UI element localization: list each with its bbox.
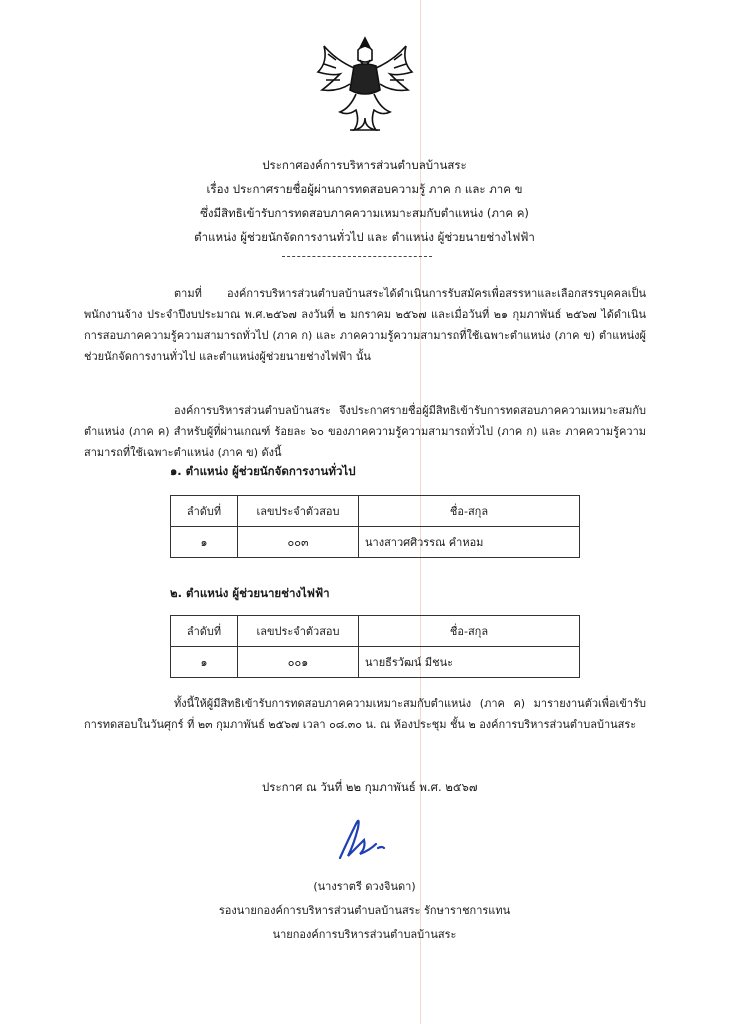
candidate-table-position-2 xyxy=(170,615,580,678)
table-row xyxy=(171,647,580,678)
paragraph-background xyxy=(84,283,646,367)
section-title-position-2: ๒. ตำแหน่ง ผู้ช่วยนายช่างไฟฟ้า xyxy=(170,586,330,600)
column-header-exam-id: เลขประจำตัวสอบ xyxy=(238,496,359,527)
announcement-date: ประกาศ ณ วันที่ ๒๒ กุมภาพันธ์ พ.ศ. ๒๕๖๗ xyxy=(262,780,478,794)
paragraph-closing-text: ทั้งนี้ให้ผู้มีสิทธิเข้ารับการทดสอบภาคความเหมาะสมกับตำแหน่ง (ภาค ค) มารายงานตัวเพื่อเข้ารับการทดสอบในวันศุกร์ ที่ ๒๓ กุมภาพันธ์ ๒๕๖๗ เวลา ๐๘.๓๐ น. ณ ห้องประชุม ชั้น ๒ องค์การบริหารส่วนตำบลบ้านสระ xyxy=(84,697,646,731)
column-header-exam-id: เลขประจำตัวสอบ xyxy=(238,616,359,647)
signatory-title-1: รองนายกองค์การบริหารส่วนตำบลบ้านสระ รักษาราชการแทน xyxy=(218,904,511,917)
column-header-order: ลำดับที่ xyxy=(171,496,238,527)
cell-exam-id: ๐๐๑ xyxy=(238,647,359,678)
garuda-emblem-icon xyxy=(310,30,420,140)
table-row xyxy=(171,527,580,558)
paragraph-announcement xyxy=(84,400,646,463)
cell-exam-id: ๐๐๓ xyxy=(238,527,359,558)
announcement-subject: เรื่อง ประกาศรายชื่อผู้ผ่านการทดสอบความรู้ ภาค ก และ ภาค ข xyxy=(206,182,523,196)
cell-order: ๑ xyxy=(171,527,238,558)
announcement-subject-line2: ซึ่งมีสิทธิเข้ารับการทดสอบภาคความเหมาะสมกับตำแหน่ง (ภาค ค) xyxy=(200,206,529,220)
announcement-positions: ตำแหน่ง ผู้ช่วยนักจัดการงานทั่วไป และ ตำแหน่ง ผู้ช่วยนายช่างไฟฟ้า xyxy=(194,230,535,244)
handwritten-signature xyxy=(330,810,390,870)
cell-name: นายธีรวัฒน์ มีชนะ xyxy=(359,647,580,678)
announcement-org: ประกาศองค์การบริหารส่วนตำบลบ้านสระ xyxy=(262,158,467,172)
column-header-name: ชื่อ-สกุล xyxy=(359,616,580,647)
candidate-table-position-1 xyxy=(170,495,580,558)
cell-name: นางสาวศศิวรรณ คำหอม xyxy=(359,527,580,558)
signatory-title-2: นายกองค์การบริหารส่วนตำบลบ้านสระ xyxy=(272,928,457,941)
table-header-row xyxy=(171,616,580,647)
section-title-position-1: ๑. ตำแหน่ง ผู้ช่วยนักจัดการงานทั่วไป xyxy=(170,464,356,478)
column-header-order: ลำดับที่ xyxy=(171,616,238,647)
table-header-row xyxy=(171,496,580,527)
signatory-name: (นางราตรี ดวงจินดา) xyxy=(313,880,416,893)
paragraph-closing xyxy=(84,693,646,735)
header-divider xyxy=(282,256,432,257)
paragraph-announcement-text: องค์การบริหารส่วนตำบลบ้านสระ จึงประกาศรายชื่อผู้มีสิทธิเข้ารับการทดสอบภาคความเหมาะสมกับตำแหน่ง (ภาค ค) สำหรับผู้ที่ผ่านเกณฑ์ ร้อยละ ๖๐ ของภาคความรู้ความสามารถทั่วไป (ภาค ก) และ ภาคความรู้ความสามารถที่ใช้เฉพาะตำแหน่ง (ภาค ข) ดังนี้ xyxy=(84,404,646,459)
column-header-name: ชื่อ-สกุล xyxy=(359,496,580,527)
paragraph-background-text: ตามที่ องค์การบริหารส่วนตำบลบ้านสระได้ดำเนินการรับสมัครเพื่อสรรหาและเลือกสรรบุคคลเป็นพนักงานจ้าง ประจำปีงบประมาณ พ.ศ.๒๕๖๗ ลงวันที่ ๒ มกราคม ๒๕๖๗ และเมื่อวันที่ ๒๑ กุมภาพันธ์ ๒๕๖๗ ได้ดำเนินการสอบภาคความรู้ความสามารถทั่วไป (ภาค ก) และ ภาคความรู้ความสามารถที่ใช้เฉพาะตำแหน่ง (ภาค ข) ตำแหน่งผู้ช่วยนักจัดการงานทั่วไป และตำแหน่งผู้ช่วยนายช่างไฟฟ้า นั้น xyxy=(84,287,646,363)
cell-order: ๑ xyxy=(171,647,238,678)
